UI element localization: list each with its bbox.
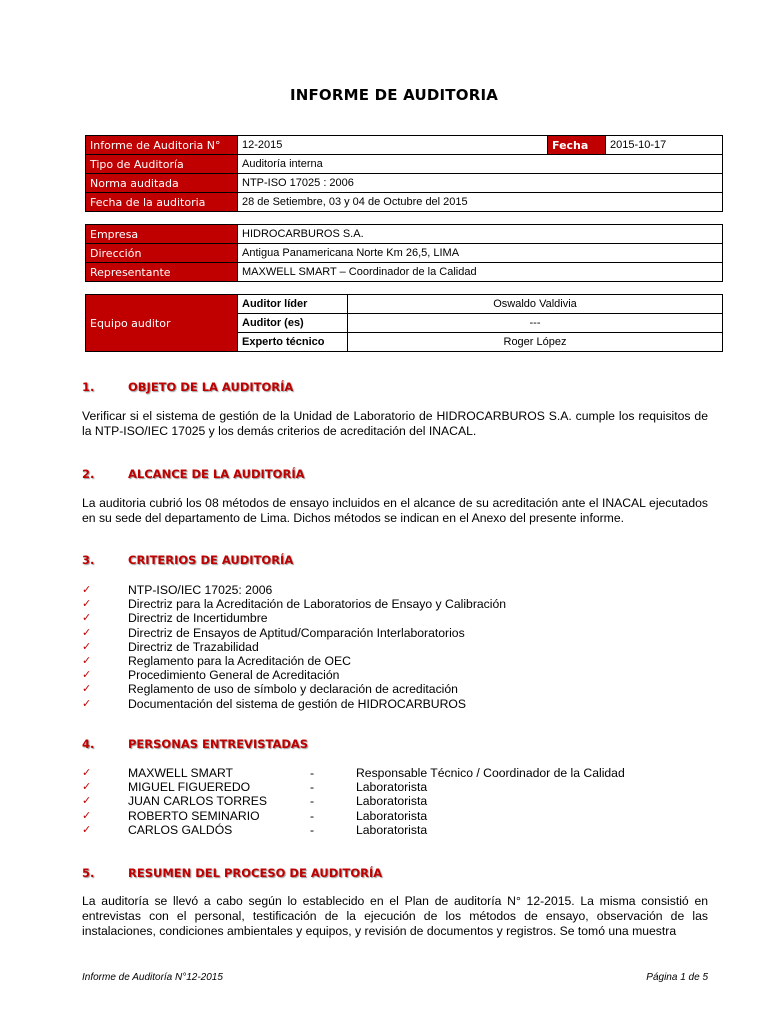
section-title: CRITERIOS DE AUDITORÍA (128, 553, 294, 567)
fecha-value: 2015-10-17 (606, 136, 723, 155)
check-icon: ✓ (82, 780, 92, 794)
section-heading-objeto (82, 380, 293, 394)
list-item: ✓ MIGUEL FIGUEREDO - Laboratorista (82, 780, 428, 795)
document-title: INFORME DE AUDITORIA (289, 86, 499, 104)
check-icon: ✓ (82, 654, 92, 668)
check-icon: ✓ (82, 668, 92, 682)
list-item: ✓ Procedimiento General de Acreditación (82, 668, 340, 683)
footer-page-number: Página 1 de 5 (646, 972, 708, 983)
list-item: ✓ Reglamento para la Acreditación de OEC (82, 654, 351, 669)
section-number: 2. (82, 467, 95, 481)
check-icon: ✓ (82, 597, 92, 611)
personas-list (82, 766, 625, 837)
list-item: ✓ Directriz de Trazabilidad (82, 639, 259, 654)
table-row (86, 295, 723, 314)
tipo-label: Tipo de Auditoría (86, 155, 238, 174)
informe-value: 12-2015 (238, 136, 548, 155)
section-number: 5. (82, 866, 95, 880)
team-role: Auditor (es) (238, 314, 348, 333)
team-table (85, 294, 723, 352)
check-icon: ✓ (82, 625, 92, 639)
section-title: PERSONAS ENTREVISTADAS (128, 737, 309, 751)
section-title: OBJETO DE LA AUDITORÍA (128, 380, 294, 394)
section-title: RESUMEN DEL PROCESO DE AUDITORÍA (128, 866, 383, 880)
table-row (86, 225, 723, 244)
representante-value: MAXWELL SMART – Coordinador de la Calidad (238, 263, 723, 282)
list-item: ✓ MAXWELL SMART - Responsable Técnico / Coordinador de la Calidad (82, 766, 625, 780)
check-icon: ✓ (82, 696, 92, 710)
section-title: ALCANCE DE LA AUDITORÍA (128, 467, 305, 481)
list-item: ✓ ROBERTO SEMINARIO - Laboratorista (82, 808, 428, 823)
empresa-label: Empresa (86, 225, 238, 244)
header-table (85, 135, 723, 212)
fecha-auditoria-label: Fecha de la auditoria (86, 193, 238, 212)
table-row (86, 136, 723, 155)
table-row (86, 193, 723, 212)
fecha-label: Fecha (548, 136, 606, 155)
list-item: ✓ JUAN CARLOS TORRES - Laboratorista (82, 794, 428, 809)
direccion-value: Antigua Panamericana Norte Km 26,5, LIMA (238, 244, 723, 263)
list-item: ✓ NTP-ISO/IEC 17025: 2006 (82, 583, 273, 597)
check-icon: ✓ (82, 766, 92, 779)
informe-label: Informe de Auditoria N° (86, 136, 238, 155)
team-role: Auditor líder (238, 295, 348, 314)
check-icon: ✓ (82, 794, 92, 808)
criterios-list (82, 583, 506, 711)
section-number: 3. (82, 553, 95, 567)
list-item: ✓ CARLOS GALDÓS - Laboratorista (82, 822, 428, 837)
company-table (85, 224, 723, 282)
list-item: ✓ Directriz de Ensayos de Aptitud/Comparación Interlaboratorios (82, 625, 465, 640)
check-icon: ✓ (82, 822, 92, 836)
section-heading-personas (82, 737, 308, 751)
check-icon: ✓ (82, 583, 92, 596)
team-name: Oswaldo Valdivia (348, 295, 723, 314)
section-number: 4. (82, 737, 95, 751)
check-icon: ✓ (82, 639, 92, 653)
norma-label: Norma auditada (86, 174, 238, 193)
section-heading-criterios (82, 553, 293, 567)
section-text-objeto: Verificar si el sistema de gestión de la Unidad de Laboratorio de HIDROCARBUROS S.A. cumple los requisitos de la NTP-ISO/IEC 17025 y los demás criterios de acreditación del INACAL. (82, 409, 708, 438)
tipo-value: Auditoría interna (238, 155, 723, 174)
representante-label: Representante (86, 263, 238, 282)
check-icon: ✓ (82, 808, 92, 822)
table-row (86, 155, 723, 174)
footer-left: Informe de Auditoría N°12-2015 (82, 972, 223, 983)
list-item: ✓ Directriz para la Acreditación de Laboratorios de Ensayo y Calibración (82, 597, 507, 612)
norma-value: NTP-ISO 17025 : 2006 (238, 174, 723, 193)
section-heading-alcance (82, 467, 305, 481)
check-icon: ✓ (82, 611, 92, 625)
list-item: ✓ Documentación del sistema de gestión de HIDROCARBUROS (82, 696, 467, 711)
section-heading-resumen (82, 866, 382, 880)
table-row (86, 263, 723, 282)
section-text-resumen: La auditoría se llevó a cabo según lo establecido en el Plan de auditoría N° 12-2015. La misma consistió en entrevistas con el personal, testificación de la ejecución de los métodos de ensayo, observación de las instalaciones, condiciones ambientales y equipos, y revisión de documentos y registros. Se tomó una muestra (82, 894, 708, 938)
table-row (86, 174, 723, 193)
section-text-alcance: La auditoria cubrió los 08 métodos de ensayo incluidos en el alcance de su acreditación ante el INACAL ejecutados en su sede del departamento de Lima. Dichos métodos se indican en el Anexo del presente informe. (82, 496, 708, 525)
list-item: ✓ Directriz de Incertidumbre (82, 611, 268, 626)
equipo-auditor-label: Equipo auditor (86, 295, 238, 352)
team-name: --- (348, 314, 723, 333)
team-name: Roger López (348, 333, 723, 352)
list-item: ✓ Reglamento de uso de símbolo y declaración de acreditación (82, 682, 458, 697)
section-number: 1. (82, 380, 95, 394)
fecha-auditoria-value: 28 de Setiembre, 03 y 04 de Octubre del 2015 (238, 193, 723, 212)
team-role: Experto técnico (238, 333, 348, 352)
check-icon: ✓ (82, 682, 92, 696)
empresa-value: HIDROCARBUROS S.A. (238, 225, 723, 244)
direccion-label: Dirección (86, 244, 238, 263)
table-row (86, 244, 723, 263)
